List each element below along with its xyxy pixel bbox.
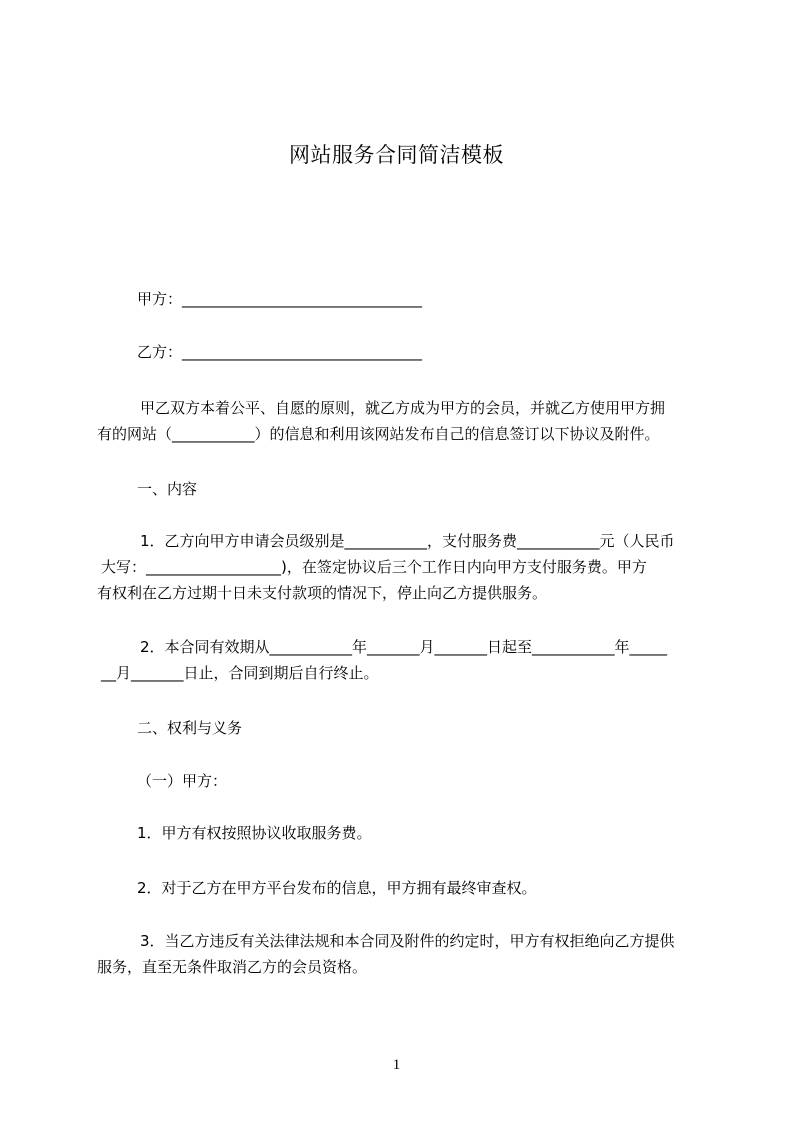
party-a-line: 甲方：________________________________ [137, 290, 423, 308]
party-a-item-3-line-1: 3．当乙方违反有关法律法规和本合同及附件的约定时，甲方有权拒绝向乙方提供 [140, 932, 675, 950]
party-a-item-2: 2．对于乙方在甲方平台发布的信息，甲方拥有最终审查权。 [137, 879, 537, 897]
page-number: 1 [392, 1057, 401, 1073]
document-title: 网站服务合同简洁模板 [289, 143, 504, 167]
section-heading-content: 一、内容 [137, 480, 198, 498]
clause-2-line-1: 2．本合同有效期从___________年_______月_______日起至___________年_____ [140, 638, 668, 656]
intro-paragraph-line-2: 有的网站（___________）的信息和利用该网站发布自己的信息签订以下协议及附件。 [97, 425, 660, 443]
clause-2-line-2: __月_______日止，合同到期后自行终止。 [101, 664, 379, 682]
clause-1-line-3: 有权利在乙方过期十日未支付款项的情况下，停止向乙方提供服务。 [97, 584, 548, 602]
party-b-line: 乙方：________________________________ [137, 343, 423, 361]
intro-paragraph-line-1: 甲乙双方本着公平、自愿的原则，就乙方成为甲方的会员，并就乙方使用甲方拥 [140, 399, 666, 417]
subsection-heading-party-a: （一）甲方： [137, 772, 228, 790]
section-heading-rights: 二、权利与义务 [137, 719, 243, 737]
clause-1-line-1: 1．乙方向甲方申请会员级别是___________，支付服务费___________元（人民币 [140, 532, 675, 550]
party-a-item-1: 1．甲方有权按照协议收取服务费。 [137, 824, 372, 842]
clause-1-line-2: 大写：__________________)，在签定协议后三个工作日内向甲方支付服务费。甲方 [101, 558, 647, 576]
party-a-item-3-line-2: 服务，直至无条件取消乙方的会员资格。 [97, 958, 368, 976]
